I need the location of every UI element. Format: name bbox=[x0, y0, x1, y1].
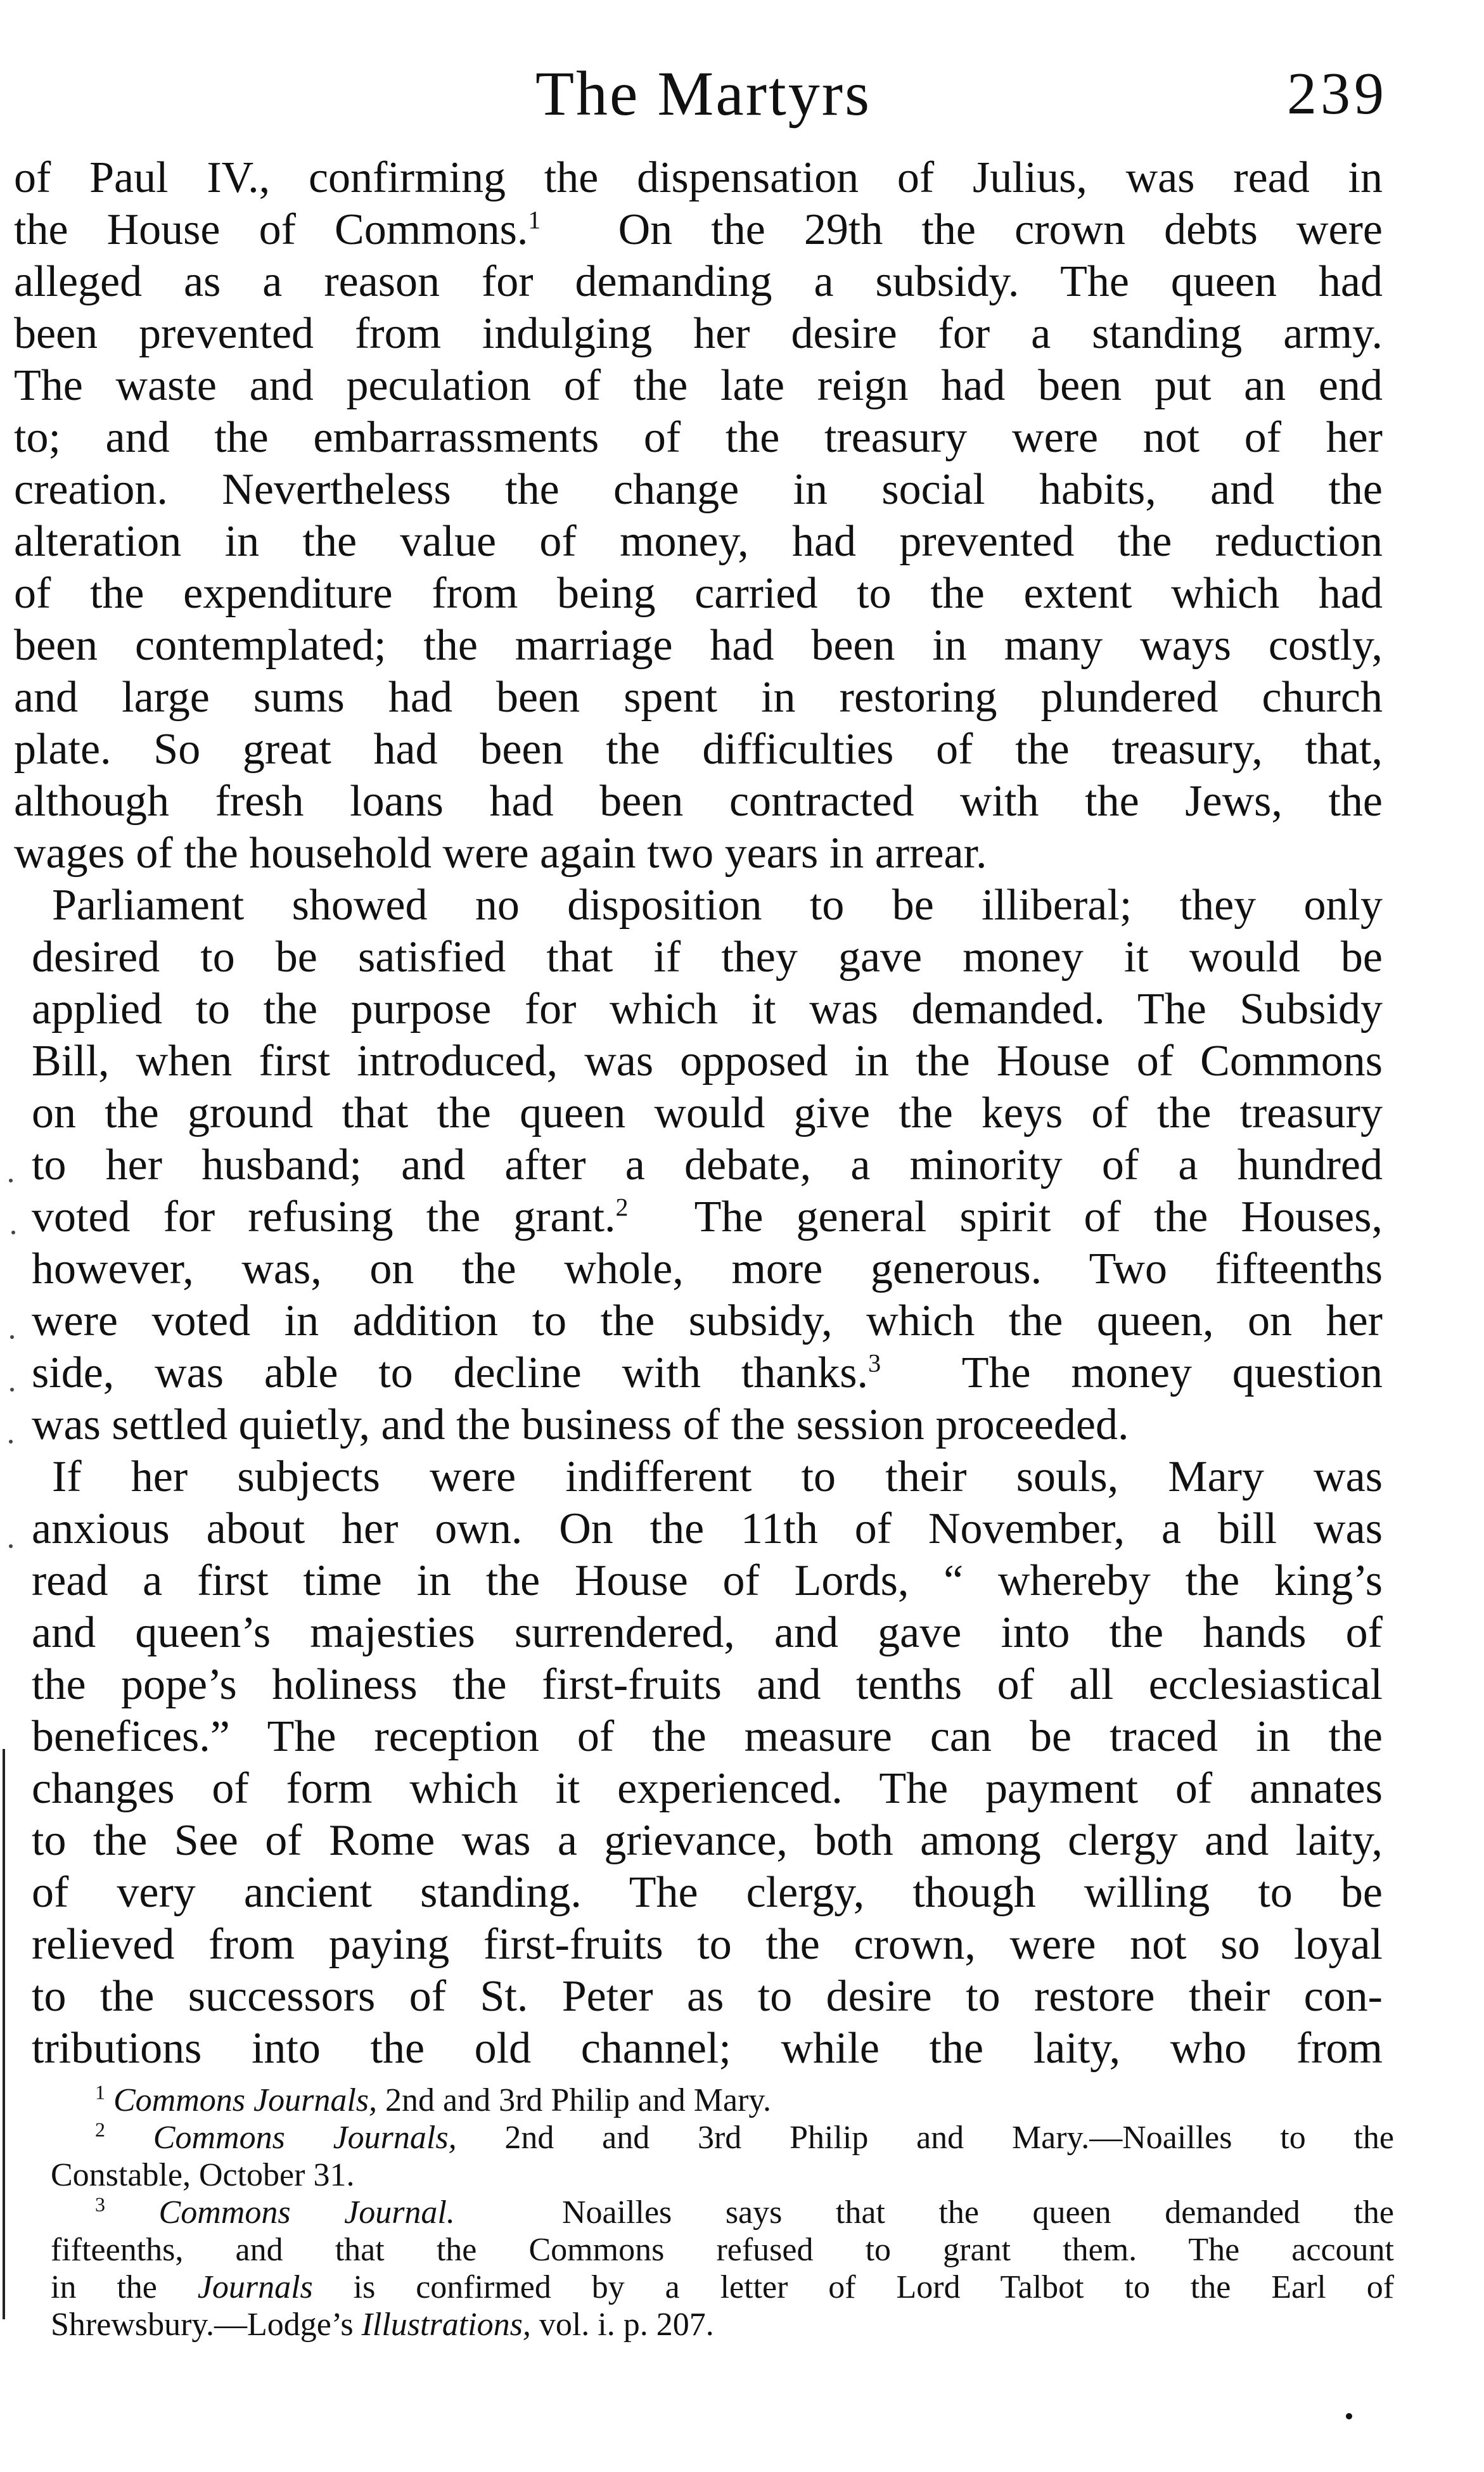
text-line: to her husband; and after a debate, a minority of a hundred bbox=[32, 1141, 1383, 1189]
footnote-2 bbox=[51, 2119, 1394, 2156]
text-line: wages of the household were again two years in arrear. bbox=[14, 829, 987, 878]
footnote-1 bbox=[51, 2082, 1394, 2119]
page-number: 239 bbox=[1287, 61, 1388, 127]
footnote-marker: 2 bbox=[95, 2118, 105, 2141]
footnote-3-continued bbox=[51, 2269, 1394, 2306]
text-line: The waste and peculation of the late reign had been put an end bbox=[14, 361, 1383, 410]
footnote-source-title: Journals bbox=[197, 2269, 313, 2305]
text-line: creation. Nevertheless the change in social habits, and the bbox=[14, 465, 1383, 514]
text-line: to the successors of St. Peter as to desire to restore their con- bbox=[32, 1972, 1383, 2021]
text-fragment: On the 29th the crown debts were bbox=[618, 205, 1383, 254]
footnote-text: is confirmed by a letter of Lord Talbot to the Earl of bbox=[353, 2269, 1395, 2305]
text-line: however, was, on the whole, more generous. Two fifteenths bbox=[32, 1245, 1383, 1293]
text-line: applied to the purpose for which it was demanded. The Subsidy bbox=[32, 985, 1383, 1034]
text-line: Bill, when first introduced, was opposed in the House of Commons bbox=[32, 1037, 1383, 1086]
text-line: been contemplated; the marriage had been in many ways costly, bbox=[14, 621, 1383, 670]
footnote-source-title: Commons Journals, bbox=[113, 2082, 378, 2118]
text-line: although fresh loans had been contracted with the Jews, the bbox=[14, 777, 1383, 826]
text-line: on the ground that the queen would give the keys of the treasury bbox=[32, 1089, 1383, 1137]
text-line: to; and the embarrassments of the treasury were not of her bbox=[14, 413, 1383, 462]
text-line bbox=[14, 1191, 1383, 1243]
text-line: relieved from paying first-fruits to the crown, were not so loyal bbox=[32, 1920, 1383, 1969]
footnote-text: vol. i. p. 207. bbox=[539, 2307, 714, 2343]
footnote-3 bbox=[51, 2194, 1394, 2231]
footnote-3-continued bbox=[51, 2306, 1394, 2343]
footnote-text: in the bbox=[51, 2269, 157, 2305]
running-title: The Martyrs bbox=[535, 58, 872, 129]
text-fragment: The general spirit of the Houses, bbox=[694, 1193, 1383, 1241]
text-line: desired to be satisfied that if they gave money it would be bbox=[32, 933, 1383, 982]
text-line bbox=[14, 204, 1383, 256]
footnote-text: Noailles says that the queen demanded the bbox=[561, 2194, 1394, 2231]
footnote-source-title: Commons Journal. bbox=[158, 2194, 455, 2231]
footnote-marker: 1 bbox=[95, 2080, 105, 2104]
footnote-marker: 3 bbox=[95, 2193, 105, 2216]
footnote-text: Shrewsbury.—Lodge’s bbox=[51, 2307, 354, 2343]
footnotes bbox=[51, 2082, 1394, 2343]
scan-speck bbox=[9, 1544, 13, 1548]
text-line: and large sums had been spent in restoring plundered church bbox=[14, 673, 1383, 722]
scan-speck bbox=[9, 1440, 13, 1444]
footnote-3-continued: fifteenths, and that the Commons refused to grant them. The account bbox=[51, 2232, 1394, 2268]
text-line: Parliament showed no disposition to be illiberal; they only bbox=[52, 881, 1383, 930]
text-line: plate. So great had been the difficulties of the treasury, that, bbox=[14, 725, 1383, 774]
text-line: to the See of Rome was a grievance, both among clergy and laity, bbox=[32, 1816, 1383, 1865]
text-line bbox=[14, 1347, 1383, 1399]
scan-speck bbox=[1346, 2413, 1352, 2419]
running-head bbox=[19, 57, 1388, 133]
text-fragment: voted for refusing the grant. bbox=[32, 1193, 616, 1241]
scan-speck bbox=[9, 1179, 13, 1182]
footnote-2-continued: Constable, October 31. bbox=[51, 2157, 355, 2193]
text-line: of very ancient standing. The clergy, though willing to be bbox=[32, 1868, 1383, 1917]
text-line: anxious about her own. On the 11th of November, a bill was bbox=[32, 1504, 1383, 1553]
text-line: were voted in addition to the subsidy, which the queen, on her bbox=[32, 1297, 1383, 1345]
text-line: alteration in the value of money, had prevented the reduction bbox=[14, 517, 1383, 566]
scan-speck bbox=[10, 1388, 14, 1392]
footnote-text: 2nd and 3rd Philip and Mary.—Noailles to the bbox=[504, 2120, 1395, 2156]
text-line: was settled quietly, and the business of the session proceeded. bbox=[32, 1400, 1129, 1449]
text-line: read a first time in the House of Lords, “ whereby the king’s bbox=[32, 1556, 1383, 1605]
body-text bbox=[14, 152, 1383, 2075]
scan-speck bbox=[11, 1231, 15, 1234]
text-line: changes of form which it experienced. The payment of annates bbox=[32, 1764, 1383, 1813]
footnote-ref: 1 bbox=[528, 205, 541, 234]
text-line: benefices.” The reception of the measure can be traced in the bbox=[32, 1712, 1383, 1761]
text-fragment: The money question bbox=[961, 1348, 1383, 1397]
text-line: been prevented from indulging her desire for a standing army. bbox=[14, 309, 1383, 358]
text-fragment: side, was able to decline with thanks. bbox=[32, 1348, 869, 1397]
text-fragment: the House of Commons. bbox=[14, 205, 528, 254]
footnote-source-title: Commons Journals, bbox=[153, 2120, 457, 2156]
text-line: of Paul IV., confirming the dispensation of Julius, was read in bbox=[14, 153, 1383, 202]
text-line: and queen’s majesties surrendered, and gave into the hands of bbox=[32, 1608, 1383, 1657]
binding-shadow bbox=[3, 1749, 5, 2319]
footnote-ref: 3 bbox=[868, 1348, 881, 1378]
text-line: the pope’s holiness the first-fruits and tenths of all ecclesiastical bbox=[32, 1660, 1383, 1709]
footnote-text: 2nd and 3rd Philip and Mary. bbox=[385, 2082, 772, 2118]
text-line: alleged as a reason for demanding a subsidy. The queen had bbox=[14, 257, 1383, 306]
text-line: tributions into the old channel; while the laity, who from bbox=[32, 2024, 1383, 2073]
text-line: of the expenditure from being carried to the extent which had bbox=[14, 569, 1383, 618]
footnote-source-title: Illustrations, bbox=[361, 2307, 531, 2343]
scan-speck bbox=[10, 1335, 14, 1339]
text-line: If her subjects were indifferent to their souls, Mary was bbox=[52, 1452, 1383, 1501]
footnote-ref: 2 bbox=[615, 1193, 629, 1222]
